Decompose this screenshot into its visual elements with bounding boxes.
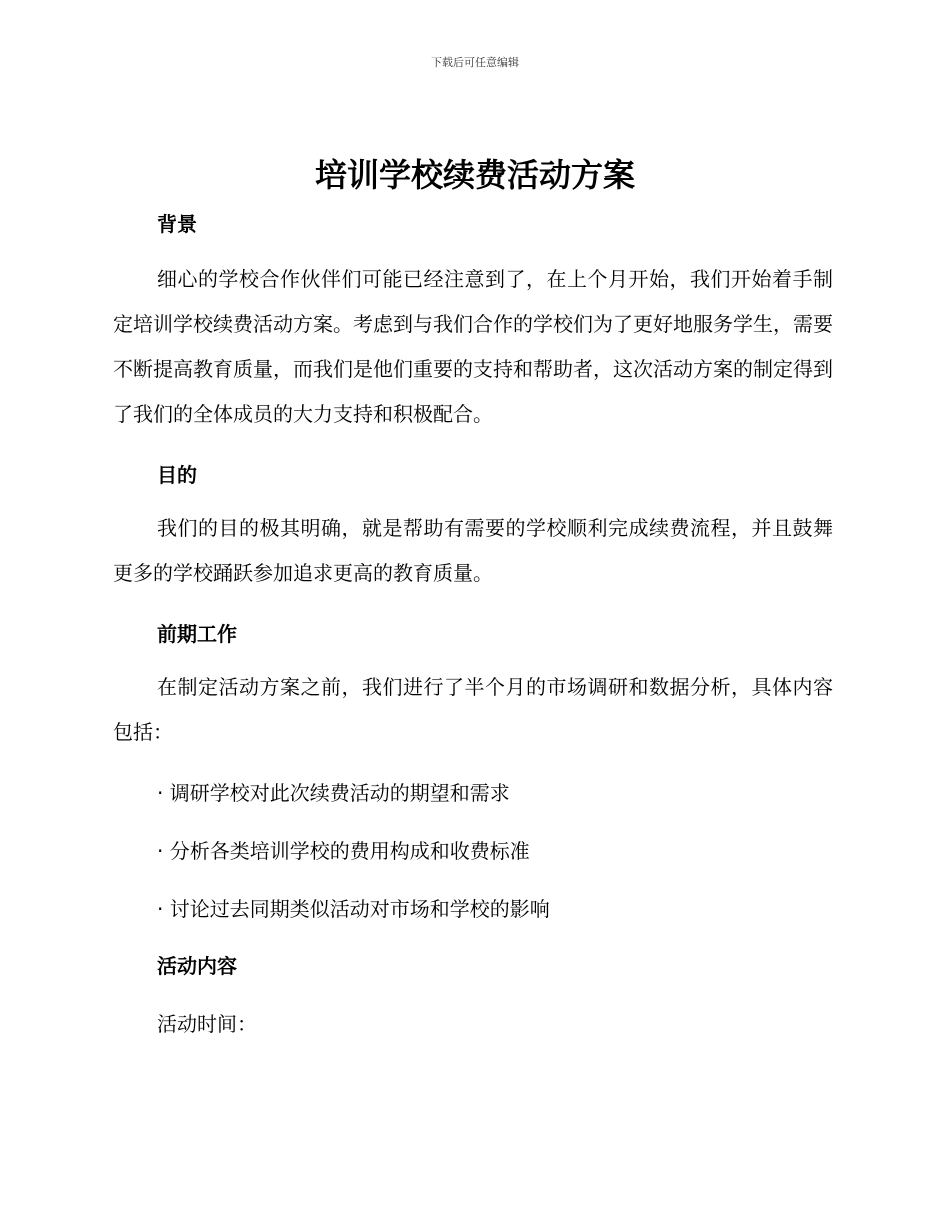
activity-time-label: 活动时间： [157, 1012, 257, 1036]
list-item: · 调研学校对此次续费活动的期望和需求 [157, 781, 510, 805]
paragraph-preparation: 在制定活动方案之前，我们进行了半个月的市场调研和数据分析，具体内容包括： [113, 675, 833, 744]
list-item: · 讨论过去同期类似活动对市场和学校的影响 [157, 897, 550, 921]
section-heading-background: 背景 [157, 212, 197, 236]
header-note: 下载后可任意编辑 [431, 56, 519, 69]
section-heading-preparation: 前期工作 [157, 622, 237, 646]
paragraph-background: 细心的学校合作伙伴们可能已经注意到了，在上个月开始，我们开始着手制定培训学校续费活动方案。考虑到与我们合作的学校们为了更好地服务学生，需要不断提高教育质量，而我们是他们重要的支持和帮助者，这次活动方案的制定得到了我们的全体成员的大力支持和积极配合。 [113, 267, 833, 426]
section-heading-activity: 活动内容 [157, 954, 237, 978]
document-title: 培训学校续费活动方案 [314, 156, 635, 194]
list-item: · 分析各类培训学校的费用构成和收费标准 [157, 839, 530, 863]
section-heading-purpose: 目的 [157, 463, 197, 487]
paragraph-purpose: 我们的目的极其明确，就是帮助有需要的学校顺利完成续费流程，并且鼓舞更多的学校踊跃参加追求更高的教育质量。 [113, 516, 833, 585]
